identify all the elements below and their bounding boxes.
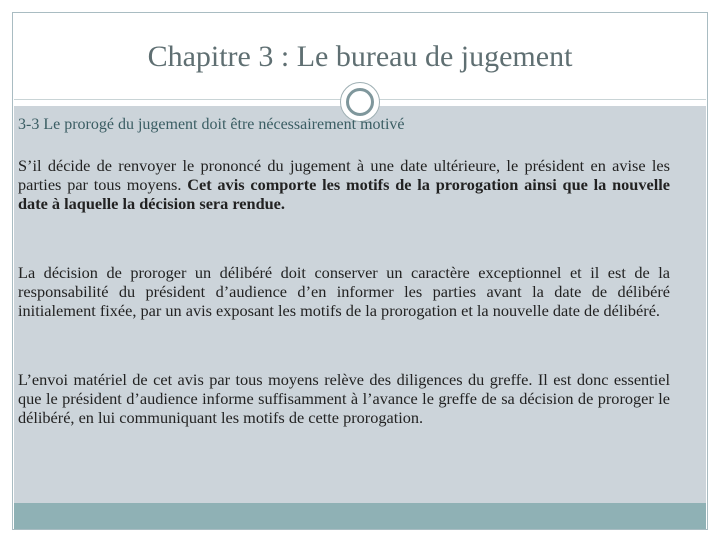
paragraph-2: La décision de proroger un délibéré doit conserver un caractère exceptionnel et il est de la responsabilité du président d’audience d’en informer les parties avant la date de délibéré initialement fixée, par un avis exposant les motifs de la prorogation et la nouvelle date de délibéré. xyxy=(18,263,670,320)
paragraph-3: L’envoi matériel de cet avis par tous moyens relève des diligences du greffe. Il est donc essentiel que le président d’audience informe suffisamment à l’avance le greffe de sa décision de proroger le délibéré, en lui communiquant les motifs de cette prorogation. xyxy=(18,370,670,427)
paragraph-1-normal-text: S’il décide de renvoyer le prononcé du jugement à une date ultérieure, le président en avise les parties par tous moyens. xyxy=(18,156,670,194)
paragraph-1-bold-text: Cet avis comporte les motifs de la prorogation ainsi que la nouvelle date à laquelle la décision sera rendue. xyxy=(18,175,670,213)
footer-bar xyxy=(14,503,706,529)
slide-title: Chapitre 3 : Le bureau de jugement xyxy=(147,40,573,73)
paragraph-1 xyxy=(18,156,670,213)
section-subtitle: 3-3 Le prorogé du jugement doit être nécessairement motivé xyxy=(18,116,405,133)
